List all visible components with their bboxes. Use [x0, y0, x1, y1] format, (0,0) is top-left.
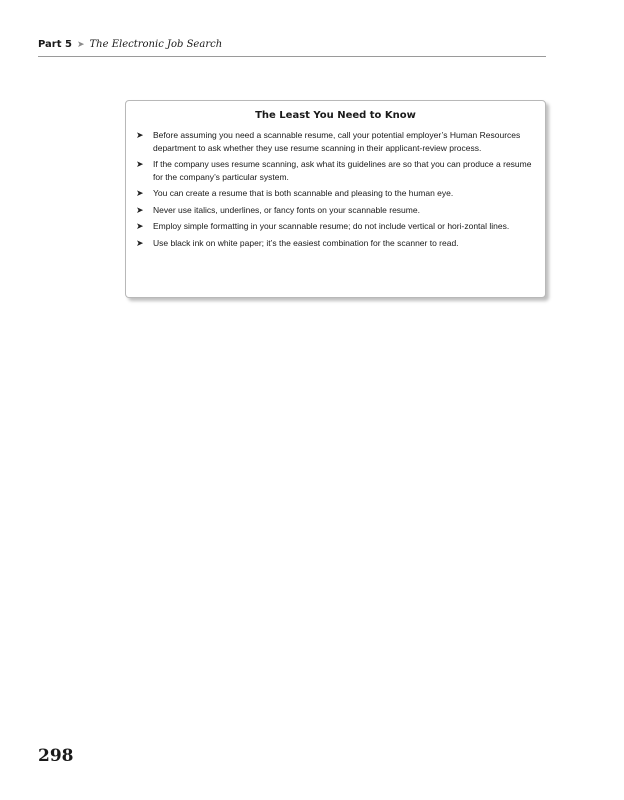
list-item-text: You can create a resume that is both scannable and pleasing to the human eye.	[153, 188, 454, 198]
arrow-bullet-icon: ➤	[136, 204, 144, 215]
arrow-bullet-icon: ➤	[136, 159, 144, 169]
list-item-text: Never use italics, underlines, or fancy fonts on your scannable resume.	[153, 204, 420, 215]
list-item	[136, 220, 536, 233]
list-item	[136, 187, 536, 200]
summary-box-title: The Least You Need to Know	[255, 110, 416, 121]
list-item-text: If the company uses resume scanning, ask what its guidelines are so that you can produce a resume for the company’s particular system.	[153, 159, 532, 182]
list-item	[136, 237, 536, 250]
arrow-icon: ➤	[76, 40, 85, 50]
arrow-bullet-icon: ➤	[136, 237, 144, 248]
list-item	[136, 129, 536, 154]
page-number: 298	[38, 746, 74, 766]
part-label: Part 5	[38, 39, 72, 50]
summary-box	[125, 100, 546, 298]
list-item	[136, 158, 536, 183]
running-header	[38, 38, 546, 57]
list-item-text: Use black ink on white paper; it’s the easiest combination for the scanner to read.	[153, 237, 459, 248]
list-item-text: Employ simple formatting in your scannable resume; do not include vertical or hori-zontal lines.	[153, 221, 510, 231]
arrow-bullet-icon: ➤	[136, 188, 144, 198]
list-item-text: Before assuming you need a scannable resume, call your potential employer’s Human Resources department to ask whether they use resume scanning in their applicant-review process.	[153, 130, 521, 153]
summary-list	[136, 129, 536, 253]
chapter-title: The Electronic Job Search	[89, 39, 223, 50]
arrow-bullet-icon: ➤	[136, 130, 144, 140]
arrow-bullet-icon: ➤	[136, 221, 144, 231]
list-item	[136, 204, 536, 217]
